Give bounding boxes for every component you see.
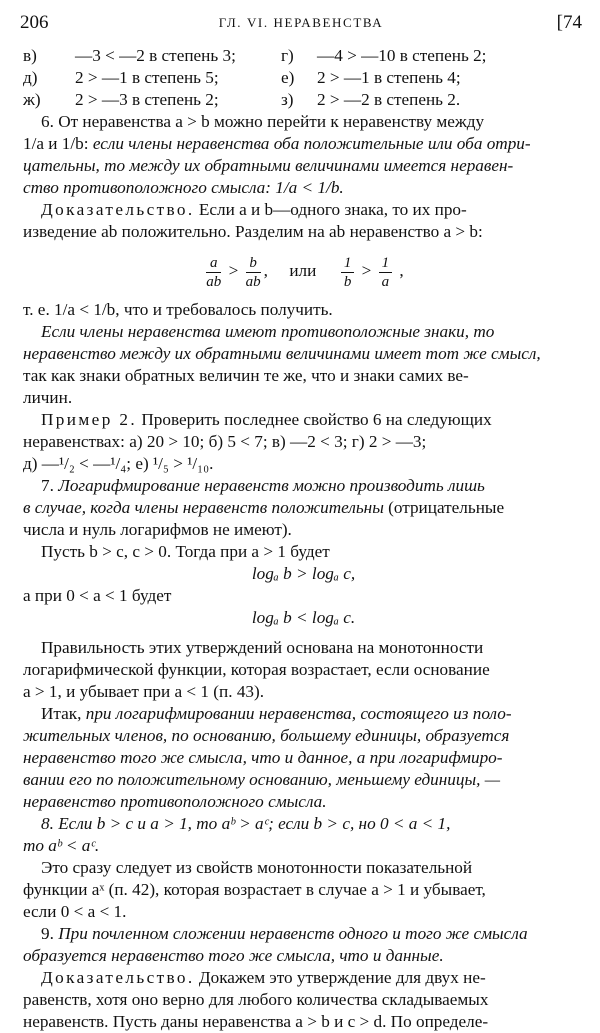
page-body (23, 45, 584, 1033)
chapter-title: ГЛ. VI. НЕРАВЕНСТВА (218, 15, 384, 30)
example-row-3: ж) 2 > —3 в степень 2; з) 2 > —2 в степень 2. (23, 90, 461, 109)
log-equation-1: logₐ b > logₐ c, (251, 564, 356, 583)
running-header (20, 12, 582, 36)
example-row-2: д) 2 > —1 в степень 5; е) 2 > —1 в степень 4; (23, 68, 461, 87)
fraction-equation: $\frac{a}{ab}$ > $\frac{b}{ab}$ , или $\frac{1}{b}$ > $\frac{1}{a}$ , (206, 254, 404, 290)
example-2: Пример 2. Проверить последнее свойство 6 на следующих неравенствах: а) 20 > 10; б) 5 < 7; в) —2 < 3; г) 2 > —3; д) —¹/₂ < —¹/₄; е) ¹/₅ > ¹/₁₀. (23, 410, 492, 473)
property-9: 9. При почленном сложении неравенств одного и того же смысла образуется неравенство того же смысла, что и данные. Доказательство. Докажем это утверждение для двух не- равенств, хотя оно верно для любого количества складываемых неравенств. Пусть даны неравенства a > b и c > d. По определе- (23, 924, 528, 1031)
property-7: 7. Логарифмирование неравенств можно производить лишь в случае, когда члены неравенств положительны (отрицательные числа и нуль логарифмов не имеют). Пусть b > c, c > 0. Тогда при a > 1 будет logₐ b > logₐ c, а при 0 < a < 1 будет logₐ b < logₐ c. Правильность этих утверждений основана на монотонности логарифмической функции, которая возрастает, если основание a > 1, и убывает при a < 1 (п. 43). Итак, при логарифмировании неравенства, состоящего из поло- жительных членов, по основанию, большему единицы, образуется неравенство того же смысла, что и данное, а при логарифмиро- вании его по положительному основанию, меньшему единицы, — неравенство противоположного смысла. (23, 475, 584, 813)
log-equation-2: logₐ b < logₐ c. (251, 608, 356, 627)
proof-6: Доказательство. Если a и b—одного знака, то их про- изведение ab положительно. Разделим на ab неравенство a > b: $\frac{a}{ab}$ > $\frac{b}{ab}$ , или $\frac{1}{b}$ > $\frac{1}{a}$ , т. е. 1/a < 1/b, что и требовалось получить. Если члены неравенства имеют противоположные знаки, то неравенство между их обратными величинами имеет тот же смысл, так как знаки обратных величин те же, что и знаки самих ве- личин. (23, 199, 584, 409)
property-8: 8. Если b > c и a > 1, то aᵇ > aᶜ; если b > c, но 0 < a < 1, то aᵇ < aᶜ. Это сразу следует из свойств монотонности показательной функции aˣ (п. 42), которая возрастает в случае a > 1 и убывает, если 0 < a < 1. (23, 814, 486, 921)
property-6: 6. От неравенства a > b можно перейти к неравенству между 1/a и 1/b: если члены неравенства оба положительные или оба отри- цательны, то между их обратными величинами имеется неравен- ство противоположного смысла: 1/a < 1/b. (23, 112, 531, 197)
section-number: [74 (556, 12, 582, 33)
example-row-1: в) —3 < —2 в степень 3; г) —4 > —10 в степень 2; (23, 46, 487, 65)
page-number: 206 (20, 12, 49, 33)
